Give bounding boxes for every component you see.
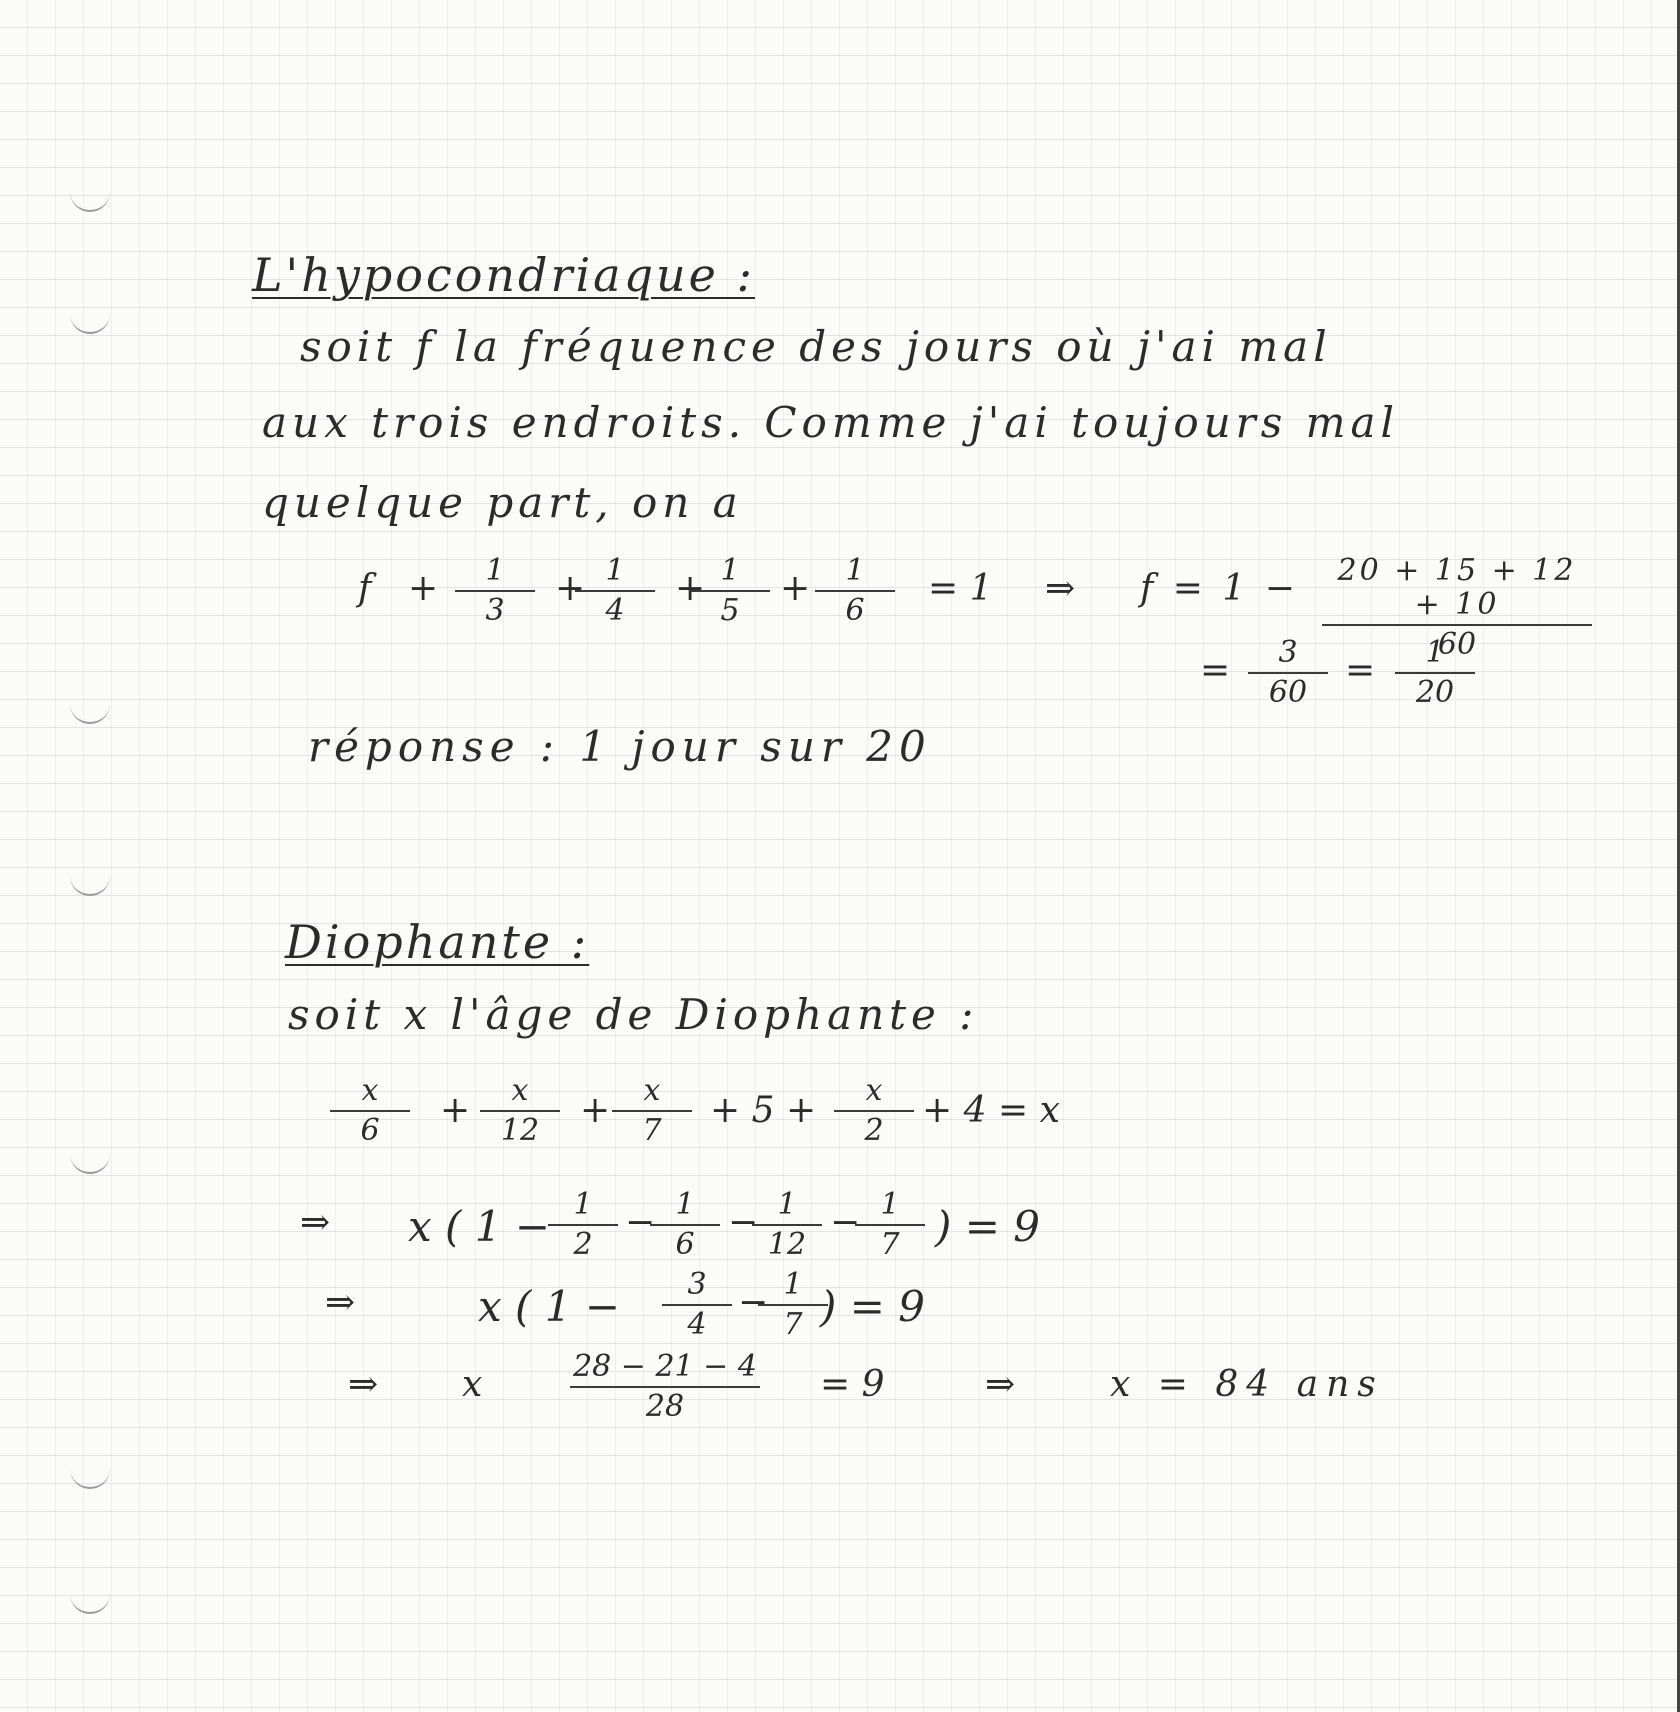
equation-lead: x ( 1 −	[478, 1282, 621, 1331]
fraction	[662, 1268, 732, 1342]
rhs-prefix: f = 1 −	[1140, 568, 1299, 609]
equation-tail: ) = 9	[820, 1282, 925, 1331]
fraction	[455, 554, 535, 628]
numerator: 28 − 21 − 4	[573, 1349, 757, 1384]
denominator: 28	[645, 1389, 685, 1424]
numerator: 1	[605, 553, 625, 588]
equals-sign: =	[1345, 650, 1376, 691]
text-line: aux trois endroits. Comme j'ai toujours mal	[262, 398, 1399, 447]
fraction-bar	[548, 1224, 618, 1226]
implies-arrow: ⇒	[348, 1364, 379, 1405]
plus-sign: +	[440, 1090, 471, 1131]
equals-one: = 1	[928, 568, 993, 609]
fraction	[752, 1188, 822, 1262]
equation-lead: x ( 1 −	[408, 1202, 551, 1251]
plus-sign: +	[580, 1090, 611, 1131]
section-title-hypocondriaque: L'hypocondriaque :	[252, 248, 756, 302]
plus-sign: +	[675, 568, 706, 609]
answer-text: réponse : 1 jour sur 20	[308, 722, 932, 771]
denominator: 6	[360, 1113, 380, 1148]
numerator: 20 + 15 + 12 + 10	[1337, 553, 1577, 622]
binder-hole	[70, 690, 110, 724]
numerator: 1	[675, 1187, 695, 1222]
fraction	[815, 554, 895, 628]
minus-sign: −	[738, 1282, 769, 1323]
fraction	[855, 1188, 925, 1262]
fraction-bar	[455, 590, 535, 592]
numerator: 1	[845, 553, 865, 588]
minus-sign: −	[728, 1202, 759, 1243]
denominator: 7	[642, 1113, 662, 1148]
binder-hole	[70, 1455, 110, 1489]
fraction	[834, 1074, 914, 1148]
denominator: 4	[687, 1307, 707, 1342]
numerator: 1	[720, 553, 740, 588]
numerator: x	[865, 1073, 883, 1108]
denominator: 7	[880, 1227, 900, 1262]
fraction-bar	[1395, 672, 1475, 674]
numerator: 1	[777, 1187, 797, 1222]
binder-hole	[70, 1580, 110, 1614]
denominator: 5	[720, 593, 740, 628]
fraction	[690, 554, 770, 628]
minus-sign: −	[830, 1202, 861, 1243]
fraction	[330, 1074, 410, 1148]
numerator: 1	[1425, 635, 1445, 670]
numerator: 1	[783, 1267, 803, 1302]
fraction-bar	[570, 1386, 760, 1388]
fraction	[612, 1074, 692, 1148]
binder-hole	[70, 300, 110, 334]
denominator: 12	[767, 1227, 807, 1262]
minus-sign: −	[625, 1202, 656, 1243]
fraction-bar	[612, 1110, 692, 1112]
denominator: 4	[605, 593, 625, 628]
binder-hole	[70, 178, 110, 212]
denominator: 2	[573, 1227, 593, 1262]
numerator: x	[643, 1073, 661, 1108]
text-line: soit f la fréquence des jours où j'ai mal	[300, 322, 1332, 371]
fraction	[575, 554, 655, 628]
fraction	[1248, 636, 1328, 710]
variable-f: f	[358, 568, 372, 609]
text-line: quelque part, on a	[262, 478, 743, 527]
implies-arrow: ⇒	[325, 1282, 356, 1323]
binder-hole	[70, 862, 110, 896]
equation-tail: ) = 9	[935, 1202, 1040, 1251]
denominator: 2	[864, 1113, 884, 1148]
numerator: x	[361, 1073, 379, 1108]
plus-sign: +	[555, 568, 586, 609]
denominator: 60	[1268, 675, 1308, 710]
fraction	[480, 1074, 560, 1148]
section-title-diophante: Diophante :	[285, 915, 590, 969]
implies-arrow: ⇒	[985, 1364, 1016, 1405]
denominator: 12	[500, 1113, 540, 1148]
denominator: 6	[675, 1227, 695, 1262]
fraction-bar	[650, 1224, 720, 1226]
fraction-bar	[330, 1110, 410, 1112]
plus-sign: +	[780, 568, 811, 609]
binder-hole	[70, 1140, 110, 1174]
variable-x: x	[462, 1364, 483, 1405]
fraction-bar	[575, 590, 655, 592]
denominator: 7	[783, 1307, 803, 1342]
fraction-bar	[1322, 624, 1592, 626]
fraction-bar	[758, 1304, 828, 1306]
numerator: x	[511, 1073, 529, 1108]
fraction-bar	[662, 1304, 732, 1306]
text-line: soit x l'âge de Diophante :	[288, 990, 979, 1039]
fraction-bar	[752, 1224, 822, 1226]
equals-sign: =	[1200, 650, 1231, 691]
fraction-bar	[480, 1110, 560, 1112]
denominator: 6	[845, 593, 865, 628]
fraction	[758, 1268, 828, 1342]
denominator: 3	[485, 593, 505, 628]
fraction	[548, 1188, 618, 1262]
numerator: 1	[485, 553, 505, 588]
fraction-bar	[855, 1224, 925, 1226]
equals-nine: = 9	[820, 1364, 885, 1405]
numerator: 1	[880, 1187, 900, 1222]
numerator: 3	[1278, 635, 1298, 670]
implies-arrow: ⇒	[1045, 568, 1076, 609]
fraction-bar	[690, 590, 770, 592]
fraction	[570, 1350, 760, 1424]
fraction-bar	[834, 1110, 914, 1112]
denominator: 60	[1437, 627, 1477, 662]
implies-arrow: ⇒	[300, 1202, 331, 1243]
numerator: 3	[687, 1267, 707, 1302]
denominator: 20	[1415, 675, 1455, 710]
equation-tail: + 4 = x	[922, 1090, 1060, 1131]
plus-five: + 5 +	[710, 1090, 817, 1131]
fraction-bar	[815, 590, 895, 592]
result-text: x = 84 ans	[1110, 1364, 1384, 1405]
plus-sign: +	[408, 568, 439, 609]
fraction	[1395, 636, 1475, 710]
fraction	[650, 1188, 720, 1262]
fraction-bar	[1248, 672, 1328, 674]
numerator: 1	[573, 1187, 593, 1222]
